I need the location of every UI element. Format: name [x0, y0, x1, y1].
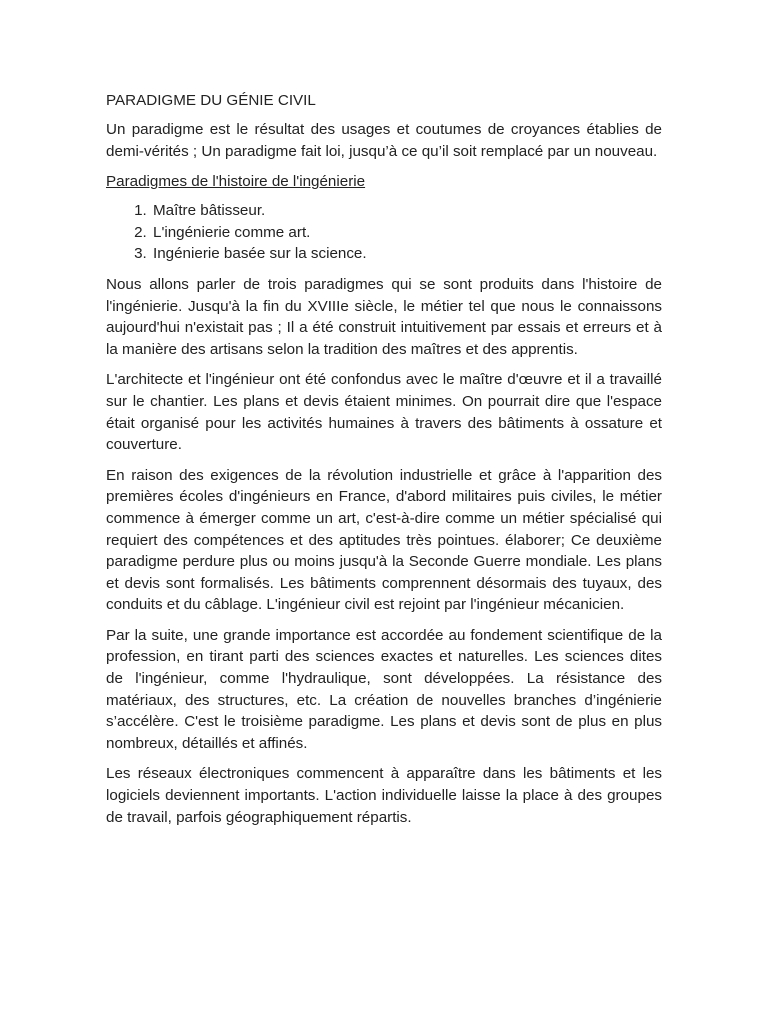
- section-subheading: Paradigmes de l'histoire de l'ingénierie: [106, 173, 366, 191]
- paradigm-list: [106, 200, 662, 265]
- body-paragraph: Par la suite, une grande importance est accordée au fondement scientifique de la profession, en tirant parti des sciences exactes et naturelles. Les sciences dites de l'ingénieur, comme l'hydraulique, sont développées. La résistance des matériaux, des structures, etc. La création de nouvelles branches d’ingénierie s’accélère. C'est le troisième paradigme. Les plans et devis sont de plus en plus nombreux, détaillés et affinés.: [106, 626, 662, 752]
- intro-paragraph: Un paradigme est le résultat des usages et coutumes de croyances établies de demi-vérités ; Un paradigme fait loi, jusqu’à ce qu’il soit remplacé par un nouveau.: [106, 121, 662, 160]
- document-title: PARADIGME DU GÉNIE CIVIL: [106, 92, 316, 109]
- body-paragraph: Nous allons parler de trois paradigmes qui se sont produits dans l'histoire de l'ingénierie. Jusqu'à la fin du XVIIIe siècle, le métier tel que nous le connaissons aujourd'hui n'existait pas ; Il a été construit intuitivement par essais et erreurs et à la manière des artisans selon la tradition des maîtres et des apprentis.: [106, 275, 662, 358]
- list-item: 3. Ingénierie basée sur la science.: [151, 243, 662, 265]
- body-paragraph: Les réseaux électroniques commencent à apparaître dans les bâtiments et les logiciels deviennent importants. L'action individuelle laisse la place à des groupes de travail, parfois géographiquement répartis.: [106, 765, 662, 826]
- list-item: 2. L'ingénierie comme art.: [151, 222, 662, 244]
- list-item: 1. Maître bâtisseur.: [151, 200, 662, 222]
- body-paragraph: L'architecte et l'ingénieur ont été confondus avec le maître d'œuvre et il a travaillé sur le chantier. Les plans et devis étaient minimes. On pourrait dire que l'espace était organisé pour les activités humaines à travers des bâtiments à ossature et couverture.: [106, 371, 662, 454]
- body-paragraph: En raison des exigences de la révolution industrielle et grâce à l'apparition des premières écoles d'ingénieurs en France, d'abord militaires puis civiles, le métier commence à émerger comme un art, c'est-à-dire comme un métier spécialisé qui requiert des compétences et des aptitudes très pointues. élaborer; Ce deuxième paradigme perdure plus ou moins jusqu'à la Seconde Guerre mondiale. Les plans et devis sont formalisés. Les bâtiments comprennent désormais des tuyaux, des conduits et du câblage. L'ingénieur civil est rejoint par l'ingénieur mécanicien.: [106, 466, 662, 614]
